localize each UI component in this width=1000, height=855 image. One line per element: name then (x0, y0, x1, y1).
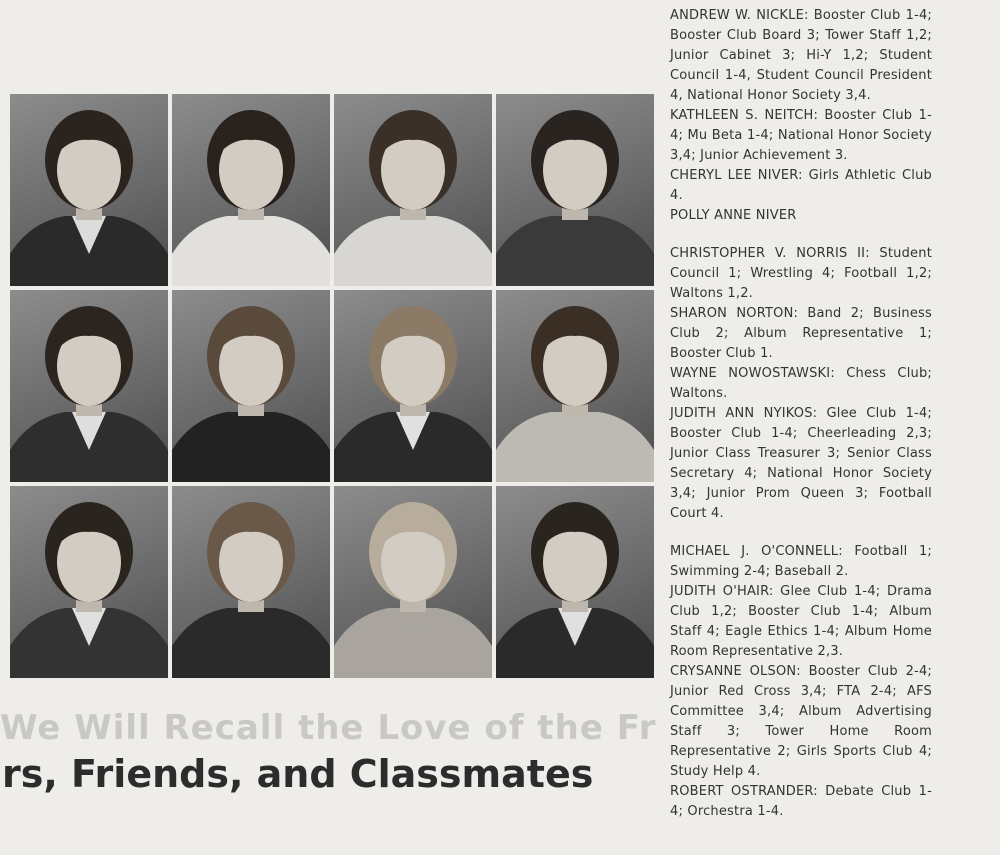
caption-group-1 (670, 6, 932, 226)
photo-crysanne-olson (334, 486, 492, 678)
photo-cheryl-lee-niver (334, 94, 492, 286)
photo-andrew-w-nickle (10, 94, 168, 286)
caption-entry: JUDITH ANN NYIKOS: Glee Club 1-4; Booster Club 1-4; Cheerleading 2,3; Junior Class Treasurer 3; Senior Class Secretary 4; National Honor Society 3,4; Junior Prom Queen 3; Football Court 4. (670, 406, 932, 521)
portrait-silhouette (334, 94, 492, 286)
portrait-silhouette (10, 94, 168, 286)
photo-judith-ohair (172, 486, 330, 678)
portrait-silhouette (172, 290, 330, 482)
caption-group-3 (670, 542, 932, 822)
photo-judith-ann-nyikos (496, 290, 654, 482)
caption-entry: CHERYL LEE NIVER: Girls Athletic Club 4. (670, 168, 932, 203)
caption-entry: MICHAEL J. O'CONNELL: Football 1; Swimming 2-4; Baseball 2. (670, 544, 932, 579)
photo-kathleen-s-neitch (172, 94, 330, 286)
caption-entry: CHRISTOPHER V. NORRIS II: Student Council 1; Wrestling 4; Football 1,2; Waltons 1,2. (670, 246, 932, 301)
caption-entry: WAYNE NOWOSTAWSKI: Chess Club; Waltons. (670, 366, 932, 401)
portrait-silhouette (172, 486, 330, 678)
bleed-through-text: We Will Recall the Love of the Fr (0, 708, 657, 748)
portrait-grid (10, 94, 656, 682)
portrait-silhouette (172, 94, 330, 286)
photo-christopher-v-norris (10, 290, 168, 482)
portrait-silhouette (496, 94, 654, 286)
portrait-silhouette (496, 486, 654, 678)
portrait-silhouette (334, 290, 492, 482)
portrait-silhouette (10, 486, 168, 678)
caption-entry: SHARON NORTON: Band 2; Business Club 2; Album Representative 1; Booster Club 1. (670, 306, 932, 361)
photo-polly-anne-niver (496, 94, 654, 286)
caption-entry: CRYSANNE OLSON: Booster Club 2-4; Junior Red Cross 3,4; FTA 2-4; AFS Committee 3,4; Album Advertising Staff 3; Tower Home Room Representative 2; Girls Sports Club 4; Study Help 4. (670, 664, 932, 779)
portrait-silhouette (10, 290, 168, 482)
caption-column (670, 6, 932, 840)
portrait-silhouette (334, 486, 492, 678)
photo-wayne-nowostawski (334, 290, 492, 482)
photo-robert-ostrander (496, 486, 654, 678)
photo-michael-j-oconnell (10, 486, 168, 678)
portrait-silhouette (496, 290, 654, 482)
caption-entry: JUDITH O'HAIR: Glee Club 1-4; Drama Club 1,2; Booster Club 1-4; Album Staff 4; Eagle Ethics 1-4; Album Home Room Representative 2,3. (670, 584, 932, 659)
caption-entry: ANDREW W. NICKLE: Booster Club 1-4; Booster Club Board 3; Tower Staff 1,2; Junior Cabinet 3; Hi-Y 1,2; Student Council 1-4, Student Council President 4, National Honor Society 3,4. (670, 8, 932, 103)
caption-group-2 (670, 244, 932, 524)
photo-sharon-norton (172, 290, 330, 482)
page-headline: rs, Friends, and Classmates (2, 752, 594, 796)
caption-entry: KATHLEEN S. NEITCH: Booster Club 1-4; Mu Beta 1-4; National Honor Society 3,4; Junior Achievement 3. (670, 108, 932, 163)
caption-entry: ROBERT OSTRANDER: Debate Club 1-4; Orchestra 1-4. (670, 784, 932, 819)
caption-entry: POLLY ANNE NIVER (670, 208, 797, 223)
